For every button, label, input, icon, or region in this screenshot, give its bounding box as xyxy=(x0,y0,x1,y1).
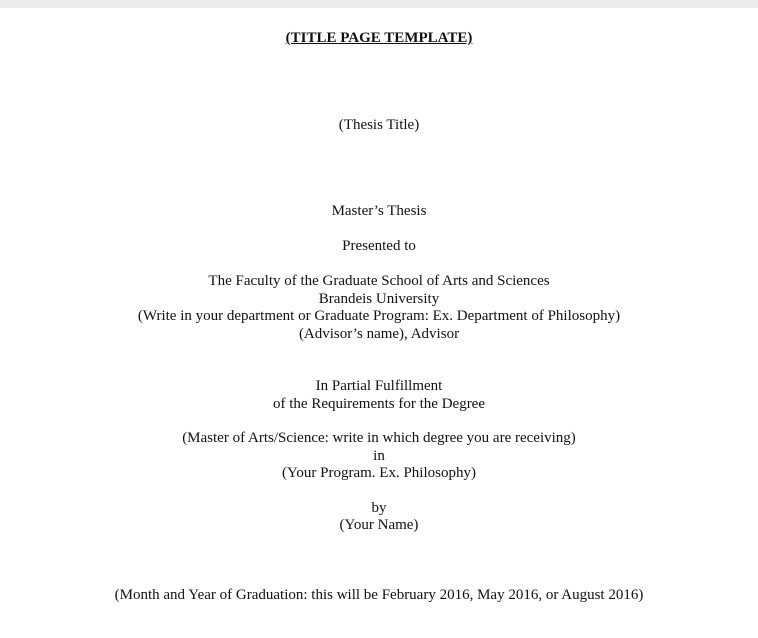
presented-to: Presented to xyxy=(342,238,416,254)
thesis-title: (Thesis Title) xyxy=(338,117,420,133)
author-line: (Your Name) xyxy=(339,517,419,533)
graduation-line: (Month and Year of Graduation: this will be February 2016, May 2016, or August 2016) xyxy=(114,587,644,603)
faculty-line: The Faculty of the Graduate School of Arts and Sciences xyxy=(208,273,550,289)
template-heading: (TITLE PAGE TEMPLATE) xyxy=(285,30,473,46)
university-line: Brandeis University xyxy=(318,291,440,307)
fulfillment-line-2: of the Requirements for the Degree xyxy=(273,396,485,412)
by-line: by xyxy=(371,500,387,516)
thesis-type: Master’s Thesis xyxy=(331,203,427,219)
program-line: (Your Program. Ex. Philosophy) xyxy=(282,465,476,481)
department-line: (Write in your department or Graduate Program: Ex. Department of Philosophy) xyxy=(137,308,621,324)
degree-line: (Master of Arts/Science: write in which degree you are receiving) xyxy=(182,430,576,446)
in-line: in xyxy=(373,448,385,464)
advisor-line: (Advisor’s name), Advisor xyxy=(298,326,460,342)
top-border-strip xyxy=(0,0,758,8)
fulfillment-line-1: In Partial Fulfillment xyxy=(315,378,443,394)
document-page xyxy=(0,8,758,638)
